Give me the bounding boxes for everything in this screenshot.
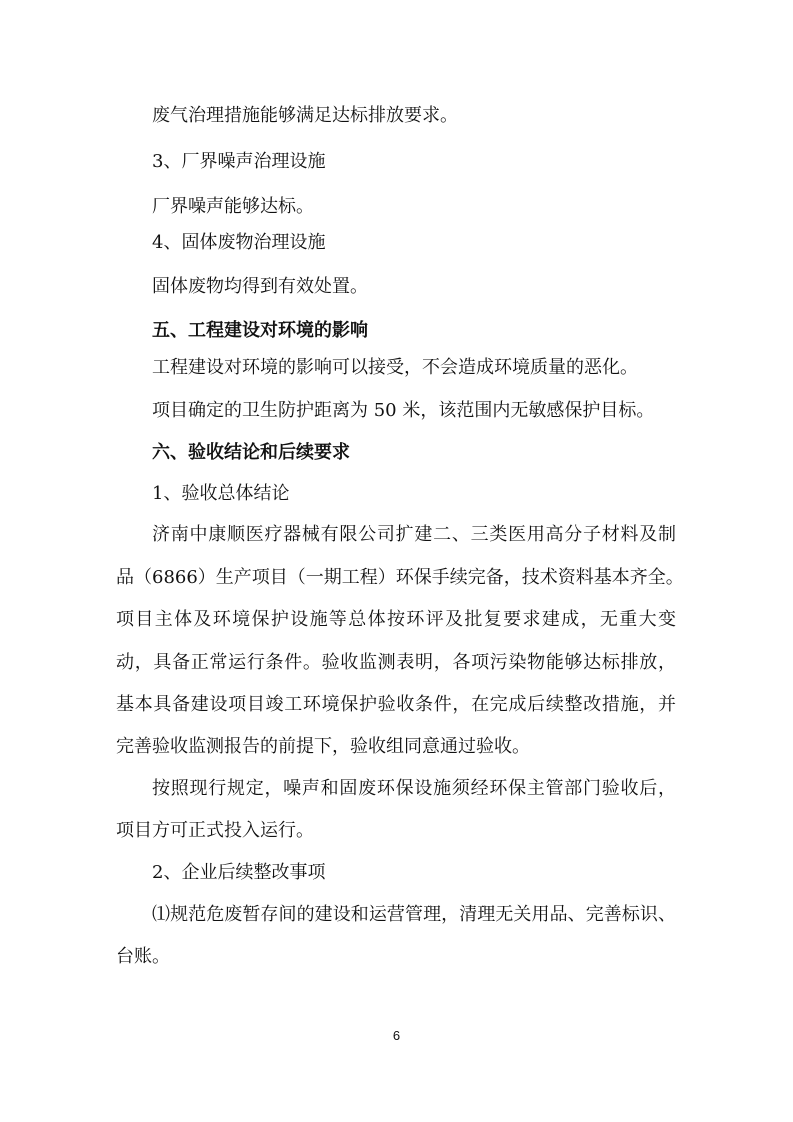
paragraph-line: 济南中康顺医疗器械有限公司扩建二、三类医用高分子材料及制 [152,524,676,545]
subsection-heading: 1、验收总体结论 [152,483,290,504]
page-number: 6 [392,1028,401,1043]
paragraph-line: 完善验收监测报告的前提下，验收组同意通过验收。 [116,736,530,757]
text-line: 工程建设对环境的影响可以接受，不会造成环境质量的恶化。 [152,357,638,378]
paragraph-line: 品（6866）生产项目（一期工程）环保手续完备，技术资料基本齐全。 [116,567,684,588]
text-line: 废气治理措施能够满足达标排放要求。 [152,105,458,126]
paragraph-line: 项目方可正式投入运行。 [116,820,314,841]
subsection-heading: 3、厂界噪声治理设施 [152,151,326,172]
paragraph-line: 项目主体及环境保护设施等总体按环评及批复要求建成，无重大变 [116,609,676,630]
paragraph-line: 台账。 [116,946,170,967]
text-line: 项目确定的卫生防护距离为 50 米，该范围内无敏感保护目标。 [152,400,655,421]
paragraph-line: 基本具备建设项目竣工环境保护验收条件，在完成后续整改措施，并 [116,694,676,715]
paragraph-line: 按照现行规定，噪声和固废环保设施须经环保主管部门验收后， [152,778,676,799]
subsection-heading: 2、企业后续整改事项 [152,862,326,883]
paragraph-line: ⑴规范危废暂存间的建设和运营管理，清理无关用品、完善标识、 [152,904,676,925]
text-line: 厂界噪声能够达标。 [152,196,314,217]
paragraph-line: 动，具备正常运行条件。验收监测表明，各项污染物能够达标排放， [116,652,676,673]
section-heading: 六、验收结论和后续要求 [152,442,350,463]
section-heading: 五、工程建设对环境的影响 [152,320,368,341]
text-line: 固体废物均得到有效处置。 [152,276,368,297]
subsection-heading: 4、固体废物治理设施 [152,232,326,253]
